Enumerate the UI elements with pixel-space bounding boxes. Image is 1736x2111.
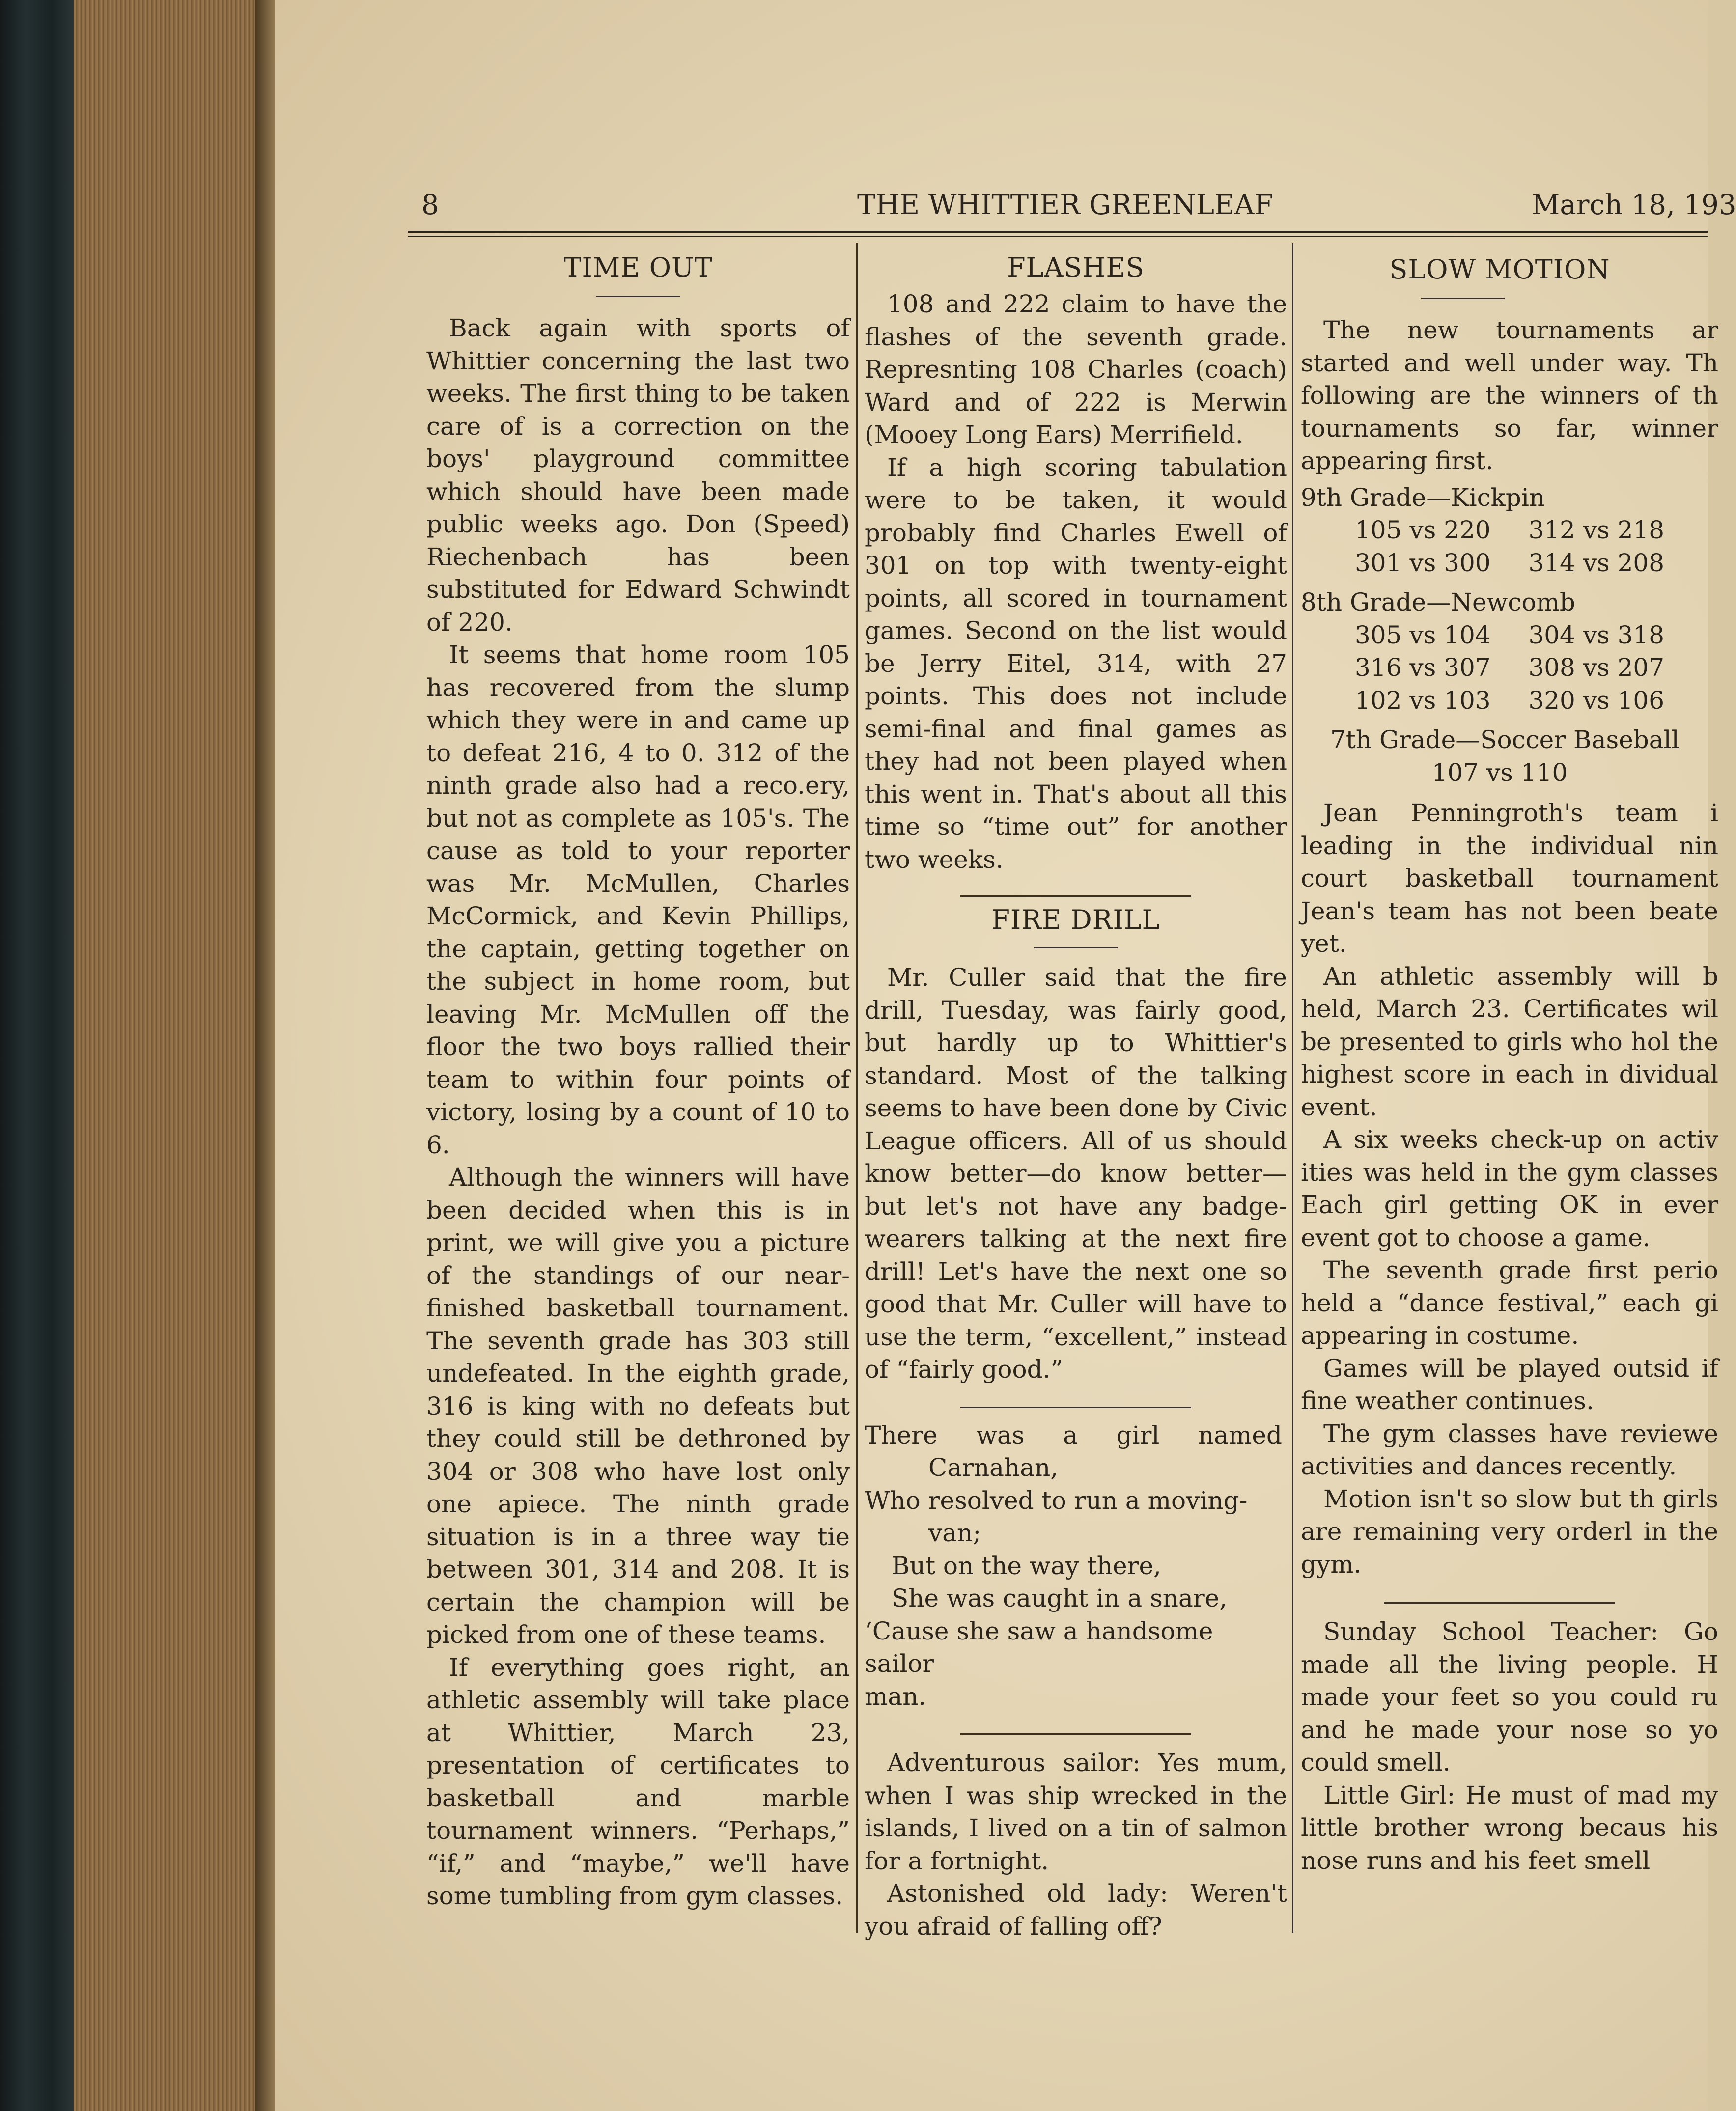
article-paragraph: The gym classes have reviewe activities and dances recently. bbox=[1301, 1419, 1718, 1480]
column-time-out bbox=[426, 246, 850, 1913]
verse-line: Who resolved to run a moving- bbox=[865, 1486, 1248, 1515]
article-paragraph: Motion isn't so slow but th girls are remaining very orderl in the gym. bbox=[1301, 1484, 1718, 1579]
column-divider bbox=[1292, 243, 1293, 1933]
verse-line: Carnahan, bbox=[928, 1453, 1059, 1482]
article-paragraph: If everything goes right, an athletic assembly will take place at Whittier, March 23, presentation of certificates to basketball and marble tournament winners. “Perhaps,” “if,” and “maybe,” we'll have some tumbling from gym classes. bbox=[426, 1653, 850, 1910]
match-row: 316 vs 307 308 vs 207 bbox=[1355, 653, 1664, 682]
match-row: 305 vs 104 304 vs 318 bbox=[1355, 620, 1664, 649]
section-rule bbox=[596, 296, 680, 297]
verse-line: van; bbox=[928, 1519, 981, 1547]
book-binding bbox=[0, 0, 74, 2111]
page-number: 8 bbox=[421, 189, 439, 221]
publication-title: THE WHITTIER GREENLEAF bbox=[857, 189, 1274, 221]
column-flashes bbox=[865, 246, 1287, 1943]
match-row: 107 vs 110 bbox=[1431, 758, 1568, 787]
grade-heading: 8th Grade—Newcomb bbox=[1301, 588, 1575, 616]
section-rule bbox=[1421, 298, 1505, 299]
verse-line: ‘Cause she saw a handsome sailor bbox=[865, 1616, 1213, 1678]
verse-line: She was caught in a snare, bbox=[892, 1584, 1228, 1612]
slow-motion-heading: SLOW MOTION bbox=[1389, 254, 1610, 285]
article-paragraph: An athletic assembly will b held, March 23. Certificates wil be presented to girls who hol the highest score in each in dividual event. bbox=[1301, 962, 1718, 1121]
joke-paragraph: Astonished old lady: Weren't you afraid of falling off? bbox=[865, 1879, 1287, 1941]
match-row: 105 vs 220 312 vs 218 bbox=[1355, 516, 1664, 544]
article-paragraph: Although the winners will have been decided when this is in print, we will give you a picture of the standings of our near-finished basketball tournament. The seventh grade has 303 still undefeated. In the eighth grade, 316 is king with no defeats but they could still be dethroned by 304 or 308 who have lost only one apiece. The ninth grade situation is in a three way tie between 301, 314 and 208. It is certain the champion will be picked from one of these teams. bbox=[426, 1163, 850, 1649]
article-paragraph: If a high scoring tabulation were to be taken, it would probably find Charles Ewell of 301 on top with twenty-eight points, all scored in tournament games. Second on the list would be Jerry Eitel, 314, with 27 points. This does not include semi-final and final games as they had not been played when this went in. That's about all this time so “time out” for another two weeks. bbox=[865, 453, 1287, 874]
section-rule bbox=[1384, 1602, 1615, 1604]
column-slow-motion bbox=[1301, 246, 1718, 1877]
verse-line: There was a girl named bbox=[865, 1420, 1282, 1449]
article-paragraph: Games will be played outsid if fine weather continues. bbox=[1301, 1354, 1718, 1415]
article-paragraph: The new tournaments ar started and well under way. Th following are the winners of th tournaments so far, winner appearing first. bbox=[1301, 316, 1718, 475]
flashes-heading: FLASHES bbox=[1007, 252, 1145, 283]
joke-paragraph: Little Girl: He must of mad my little brother wrong becaus his nose runs and his feet smell bbox=[1301, 1780, 1718, 1875]
article-paragraph: A six weeks check-up on activ ities was held in the gym classes Each girl getting OK in ever event got to choose a game. bbox=[1301, 1125, 1718, 1252]
article-paragraph: Back again with sports of Whittier concerning the last two weeks. The first thing to be taken care of is a correction on the boys' playground committee which should have been made public weeks ago. Don (Speed) Riechenbach has been substituted for Edward Schwindt of 220. bbox=[426, 314, 850, 637]
verse-line: But on the way there, bbox=[892, 1551, 1161, 1580]
limerick bbox=[865, 1419, 1287, 1713]
match-row: 102 vs 103 320 vs 106 bbox=[1355, 686, 1664, 715]
article-paragraph: It seems that home room 105 has recovered from the slump which they were in and came up to defeat 216, 4 to 0. 312 of the ninth grade also had a reco.ery, but not as complete as 105's. The cause as told to your reporter was Mr. McMullen, Charles McCormick, and Kevin Phillips, the captain, getting together on the subject in home room, but leaving Mr. McMullen off the floor the two boys rallied their team to within four points of victory, losing by a count of 10 to 6. bbox=[426, 640, 850, 1159]
section-rule bbox=[960, 895, 1191, 897]
article-paragraph: The seventh grade first perio held a “dance festival,” each gi appearing in costume. bbox=[1301, 1256, 1718, 1350]
header-rule bbox=[408, 231, 1708, 233]
results-table bbox=[1301, 481, 1718, 789]
article-paragraph: Jean Penningroth's team i leading in the individual nin court basketball tournament Jean's team has not been beate yet. bbox=[1301, 799, 1718, 958]
joke-paragraph: Sunday School Teacher: Go made all the living people. H made your feet so you could ru and he made your nose so yo could smell. bbox=[1301, 1617, 1718, 1777]
fire-drill-heading: FIRE DRILL bbox=[991, 904, 1160, 935]
grade-heading: 7th Grade—Soccer Baseball bbox=[1330, 725, 1680, 754]
article-paragraph: Mr. Culler said that the fire drill, Tuesday, was fairly good, but hardly up to Whittier's standard. Most of the talking seems to have been done by Civic League officers. All of us should know better—do know better—but let's not have any badge-wearers talking at the next fire drill! Let's have the next one so good that Mr. Culler will have to use the term, “excellent,” instead of “fairly good.” bbox=[865, 963, 1287, 1384]
joke-paragraph: Adventurous sailor: Yes mum, when I was ship wrecked in the islands, I lived on a tin of salmon for a fortnight. bbox=[865, 1749, 1287, 1875]
article-paragraph: 108 and 222 claim to have the flashes of the seventh grade. Represnting 108 Charles (coach) Ward and of 222 is Merwin (Mooey Long Ears) Merrifield. bbox=[865, 290, 1287, 449]
page-edges bbox=[74, 0, 270, 2111]
verse-line: man. bbox=[865, 1682, 926, 1711]
section-rule bbox=[960, 1407, 1191, 1408]
header-rule-thin bbox=[408, 236, 1708, 237]
match-row: 301 vs 300 314 vs 208 bbox=[1355, 548, 1664, 577]
issue-date: March 18, 193 bbox=[1532, 189, 1736, 221]
section-rule bbox=[1034, 947, 1118, 948]
column-divider bbox=[856, 243, 858, 1933]
section-rule bbox=[960, 1733, 1191, 1735]
grade-heading: 9th Grade—Kickpin bbox=[1301, 483, 1545, 512]
time-out-heading: TIME OUT bbox=[563, 252, 713, 283]
